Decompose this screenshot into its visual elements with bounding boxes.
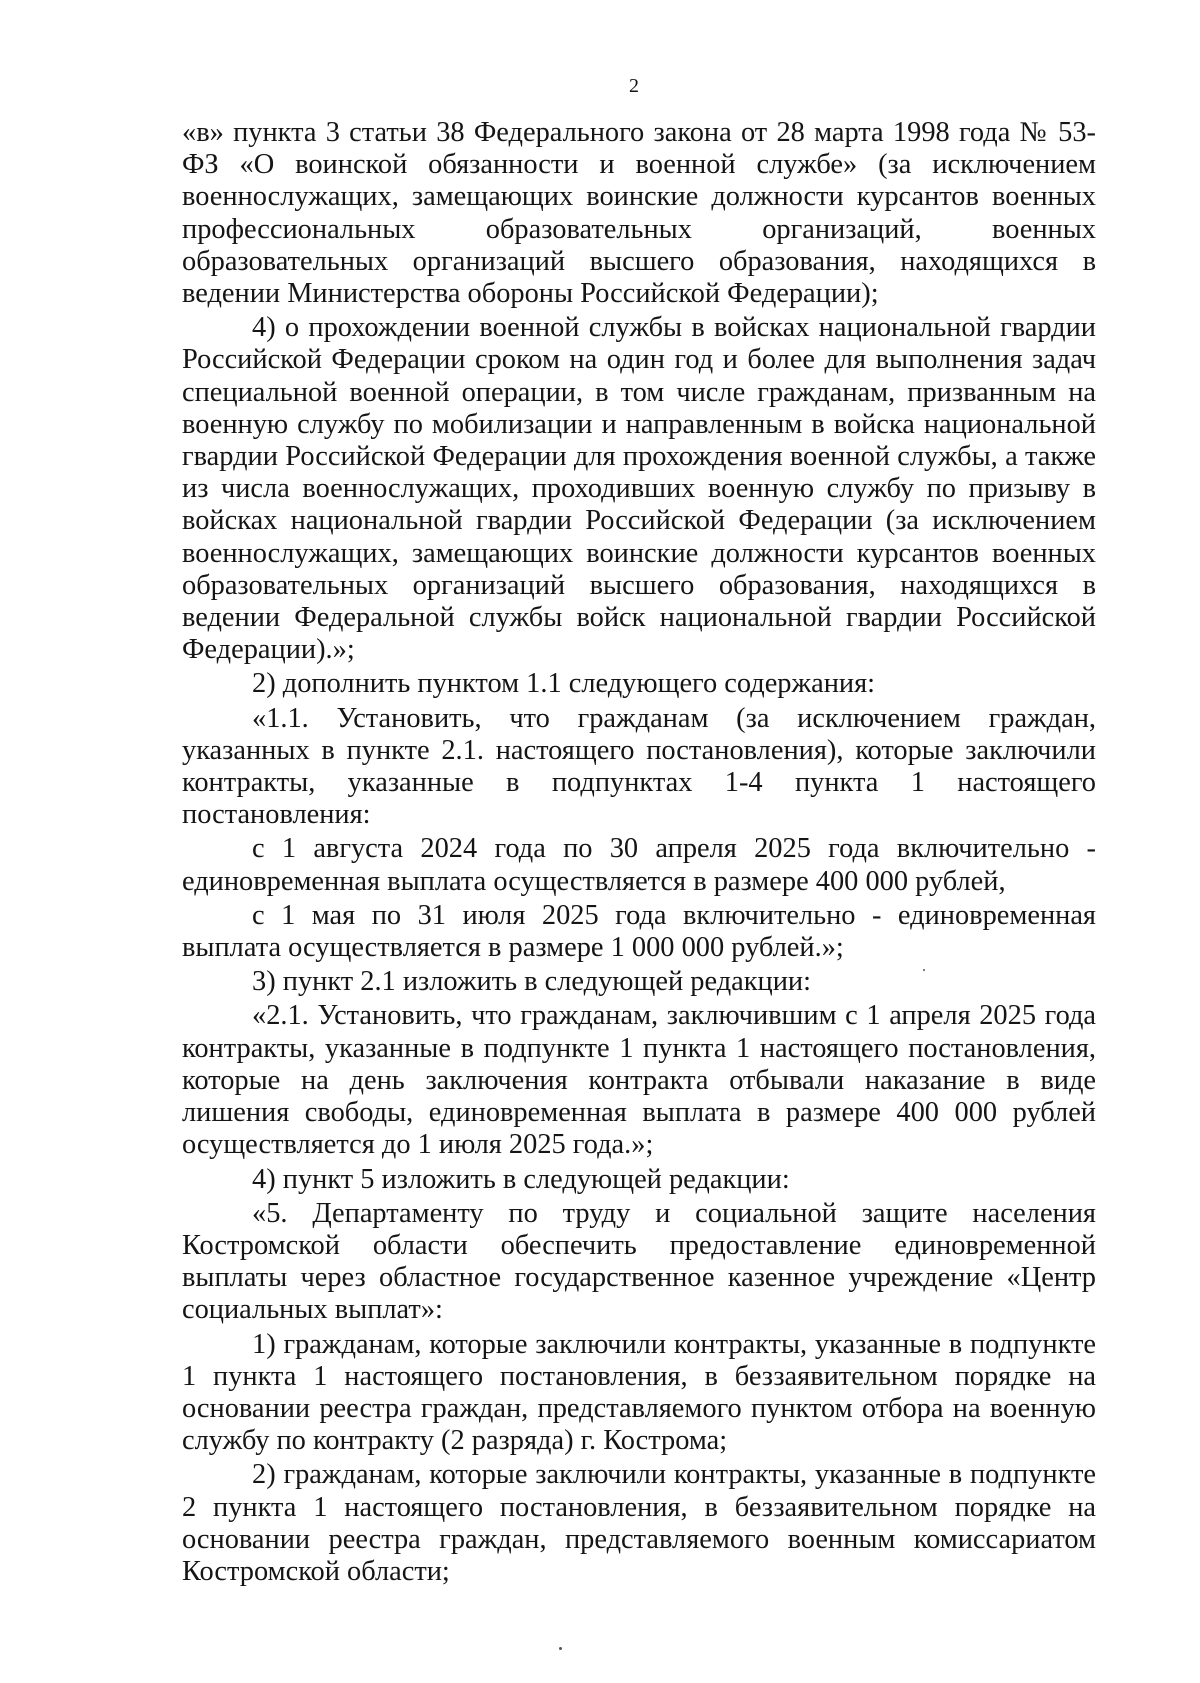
scan-speck xyxy=(923,969,925,971)
document-body xyxy=(182,117,1096,1588)
paragraph-continuation: «в» пункта 3 статьи 38 Федерального закона от 28 марта 1998 года № 53-ФЗ «О воинской обязанности и военной службе» (за исключением военнослужащих, замещающих воинские должности курсантов военных профессиональных образовательных организаций, военных образовательных организаций высшего образования, находящихся в ведении Министерства обороны Российской Федерации); xyxy=(182,117,1096,310)
paragraph-clause-5: «5. Департаменту по труду и социальной защите населения Костромской области обеспечить предоставление единовременной выплаты через областное государственное казенное учреждение «Центр социальных выплат»: xyxy=(182,1197,1096,1326)
paragraph-clause-2-1: «2.1. Установить, что гражданам, заключившим с 1 апреля 2025 года контракты, указанные в подпункте 1 пункта 1 настоящего постановления, которые на день заключения контракта отбывали наказание в виде лишения свободы, единовременная выплата в размере 400 000 рублей осуществляется до 1 июля 2025 года.»; xyxy=(182,1000,1096,1161)
paragraph-payment-period-2: с 1 мая по 31 июля 2025 года включительно - единовременная выплата осуществляется в размере 1 000 000 рублей.»; xyxy=(182,899,1096,964)
paragraph-payment-period-1: с 1 августа 2024 года по 30 апреля 2025 года включительно - единовременная выплата осуществляется в размере 400 000 рублей, xyxy=(182,833,1096,897)
paragraph-item-4-national-guard: 4) о прохождении военной службы в войсках национальной гвардии Российской Федерации сроком на один год и более для выполнения задач специальной военной операции, в том числе гражданам, призванным на военную службу по мобилизации и направленным в войска национальной гвардии Российской Федерации для прохождения военной службы, а также из числа военнослужащих, проходивших военную службу по призыву в войсках национальной гвардии Российской Федерации (за исключением военнослужащих, замещающих воинские должности курсантов военных образовательных организаций высшего образования, находящихся в ведении Федеральной службы войск национальной гвардии Российской Федерации).»; xyxy=(182,312,1096,666)
paragraph-amendment-4: 4) пункт 5 изложить в следующей редакции: xyxy=(252,1163,790,1195)
page-number: 2 xyxy=(629,75,639,97)
paragraph-clause-5-item-1: 1) гражданам, которые заключили контракты, указанные в подпункте 1 пункта 1 настоящего постановления, в беззаявительном порядке на основании реестра граждан, представляемого пунктом отбора на военную службу по контракту (2 разряда) г. Кострома; xyxy=(182,1328,1096,1457)
paragraph-clause-1-1: «1.1. Установить, что гражданам (за исключением граждан, указанных в пункте 2.1. настоящего постановления), которые заключили контракты, указанные в подпунктах 1-4 пункта 1 настоящего постановления: xyxy=(182,702,1096,831)
paragraph-amendment-2: 2) дополнить пунктом 1.1 следующего содержания: xyxy=(252,668,876,700)
paragraph-clause-5-item-2: 2) гражданам, которые заключили контракты, указанные в подпункте 2 пункта 1 настоящего постановления, в беззаявительном порядке на основании реестра граждан, представляемого военным комиссариатом Костромской области; xyxy=(182,1459,1096,1587)
scan-speck xyxy=(559,1647,562,1650)
paragraph-amendment-3: 3) пункт 2.1 изложить в следующей редакции: xyxy=(252,966,811,998)
